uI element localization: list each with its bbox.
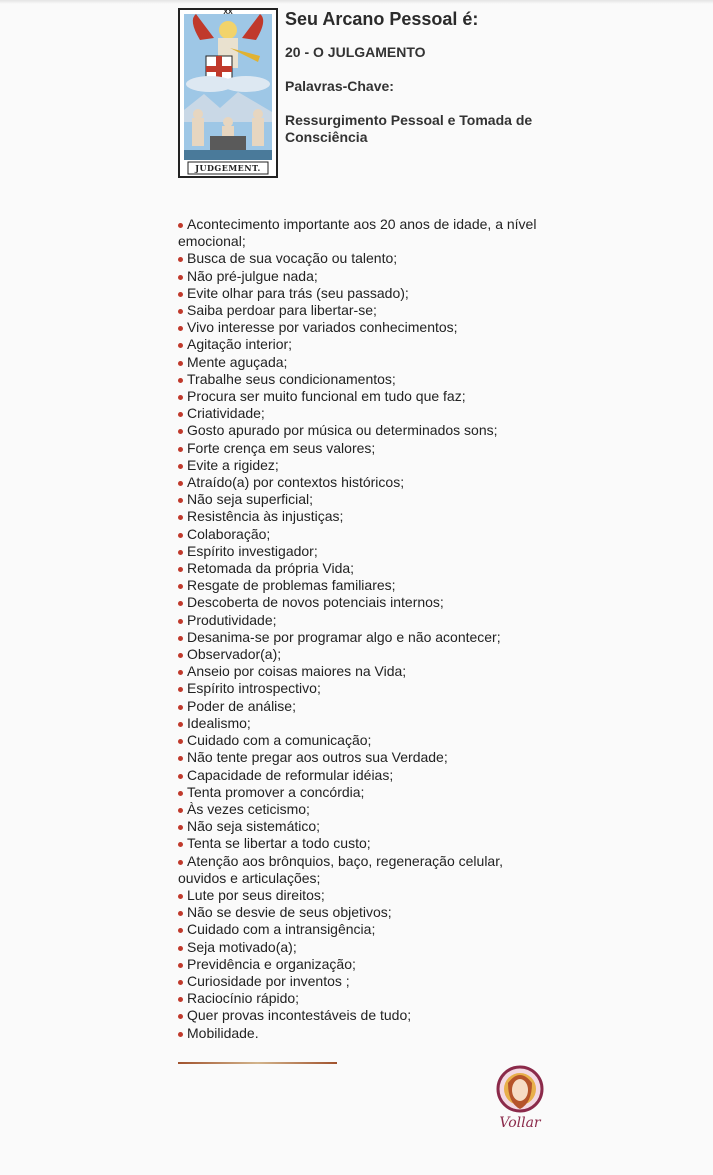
list-item-text: Previdência e organização; [187, 955, 356, 972]
list-item-text: Não pré-julgue nada; [187, 267, 318, 284]
list-item-text: Observador(a); [187, 646, 282, 663]
bullet-dot-icon [178, 963, 183, 968]
bullet-dot-icon [178, 275, 183, 280]
list-item [178, 990, 538, 1007]
list-item-text: Mente aguçada; [187, 353, 288, 370]
list-item-text: Resgate de problemas familiares; [187, 577, 396, 594]
list-item-text: Espírito investigador; [187, 542, 318, 559]
bullet-dot-icon [178, 808, 183, 813]
judgement-tarot-card [178, 8, 278, 178]
list-item [178, 474, 538, 491]
list-item [178, 818, 538, 835]
list-item [178, 715, 538, 732]
bullet-dot-icon [178, 533, 183, 538]
traits-list [178, 216, 538, 1042]
bullet-dot-icon [178, 636, 183, 641]
bullet-dot-icon [178, 601, 183, 606]
bullet-dot-icon [178, 481, 183, 486]
list-item-text: Busca de sua vocação ou talento; [187, 250, 398, 267]
list-item [178, 526, 538, 543]
list-item-text: Espírito introspectivo; [187, 680, 321, 697]
keywords-label: Palavras-Chave: [285, 78, 394, 94]
list-item-text: Desanima-se por programar algo e não acontecer; [187, 628, 501, 645]
angel-head-shape [219, 21, 237, 39]
list-item-text: Agitação interior; [187, 336, 293, 353]
list-item-text: Anseio por coisas maiores na Vida; [187, 663, 407, 680]
list-item-text: Idealismo; [187, 714, 251, 731]
list-item [178, 663, 538, 680]
list-item [178, 732, 538, 749]
list-item [178, 336, 538, 353]
bullet-dot-icon [178, 515, 183, 520]
list-item [178, 853, 538, 887]
tarot-card-art [180, 10, 276, 176]
list-item [178, 302, 538, 319]
list-item-text: Não se desvie de seus objetivos; [187, 904, 392, 921]
list-item [178, 835, 538, 852]
arcano-name: 20 - O JULGAMENTO [285, 44, 426, 60]
list-item [178, 749, 538, 766]
bullet-dot-icon [178, 361, 183, 366]
list-item [178, 904, 538, 921]
list-item [178, 646, 538, 663]
list-item-text: Cuidado com a intransigência; [187, 921, 376, 938]
list-item [178, 543, 538, 560]
list-item [178, 921, 538, 938]
bullet-dot-icon [178, 223, 183, 228]
list-item [178, 285, 538, 302]
list-item [178, 939, 538, 956]
bullet-dot-icon [178, 550, 183, 555]
list-item [178, 457, 538, 474]
list-item [178, 956, 538, 973]
list-item [178, 268, 538, 285]
list-item-text: Tenta promover a concórdia; [187, 783, 365, 800]
bullet-dot-icon [178, 946, 183, 951]
list-item [178, 698, 538, 715]
bullet-dot-icon [178, 860, 183, 865]
list-item [178, 887, 538, 904]
bullet-dot-icon [178, 464, 183, 469]
bullet-dot-icon [178, 791, 183, 796]
list-item [178, 440, 538, 457]
bullet-dot-icon [178, 567, 183, 572]
list-item-text: Forte crença em seus valores; [187, 439, 376, 456]
bullet-dot-icon [178, 498, 183, 503]
bullet-dot-icon [178, 619, 183, 624]
list-item [178, 784, 538, 801]
arcano-intro [285, 8, 535, 178]
bullet-dot-icon [178, 739, 183, 744]
logo-emblem-icon [492, 1063, 548, 1115]
list-item [178, 577, 538, 594]
list-item-text: Atenção aos brônquios, baço, regeneração celular, ouvidos e articulações; [178, 852, 503, 886]
list-item-text: Descoberta de novos potenciais internos; [187, 594, 444, 611]
list-item-text: Criatividade; [187, 405, 265, 422]
list-item-text: Evite olhar para trás (seu passado); [187, 284, 409, 301]
bullet-dot-icon [178, 980, 183, 985]
bullet-dot-icon [178, 825, 183, 830]
list-item [178, 629, 538, 646]
list-item-text: Retomada da própria Vida; [187, 560, 355, 577]
list-item-text: Atraído(a) por contextos históricos; [187, 474, 405, 491]
bullet-dot-icon [178, 705, 183, 710]
card-numeral: XX [223, 9, 233, 16]
list-item-text: Não seja superficial; [187, 491, 314, 508]
bullet-dot-icon [178, 653, 183, 658]
bullet-dot-icon [178, 997, 183, 1002]
list-item [178, 405, 538, 422]
list-item [178, 422, 538, 439]
list-item [178, 594, 538, 611]
list-item-text: Gosto apurado por música ou determinados sons; [187, 422, 498, 439]
list-item [178, 371, 538, 388]
bullet-dot-icon [178, 774, 183, 779]
bullet-dot-icon [178, 911, 183, 916]
list-item-text: Capacidade de reformular idéias; [187, 766, 394, 783]
bullet-dot-icon [178, 378, 183, 383]
list-item-text: Raciocínio rápido; [187, 990, 300, 1007]
bullet-dot-icon [178, 292, 183, 297]
list-item-text: Evite a rigidez; [187, 456, 279, 473]
list-item-text: Mobilidade. [187, 1024, 259, 1041]
list-item-text: Saiba perdoar para libertar-se; [187, 302, 377, 319]
list-item-text: Poder de análise; [187, 697, 296, 714]
list-item [178, 801, 538, 818]
vollar-logo [492, 1063, 548, 1135]
bullet-dot-icon [178, 584, 183, 589]
list-item [178, 1007, 538, 1024]
list-item-text: Cuidado com a comunicação; [187, 732, 372, 749]
list-item-text: Curiosidade por inventos ; [187, 972, 350, 989]
list-item-text: Resistência às injustiças; [187, 508, 344, 525]
bullet-dot-icon [178, 1032, 183, 1037]
bullet-dot-icon [178, 412, 183, 417]
bullet-dot-icon [178, 343, 183, 348]
list-item-text: Produtividade; [187, 611, 277, 628]
bullet-dot-icon [178, 429, 183, 434]
list-item-text: Não seja sistemático; [187, 818, 321, 835]
divider-line [178, 1062, 337, 1064]
bullet-dot-icon [178, 447, 183, 452]
list-item-text: Quer provas incontestáveis de tudo; [187, 1007, 412, 1024]
list-item-text: Tenta se libertar a todo custo; [187, 835, 371, 852]
bullet-dot-icon [178, 257, 183, 262]
list-item-text: Não tente pregar aos outros sua Verdade; [187, 749, 448, 766]
card-caption: JUDGEMENT. [195, 163, 261, 173]
bullet-dot-icon [178, 395, 183, 400]
top-shadow [0, 0, 713, 4]
list-item-text: Procura ser muito funcional em tudo que faz; [187, 388, 466, 405]
list-item [178, 973, 538, 990]
bullet-dot-icon [178, 756, 183, 761]
list-item-text: Trabalhe seus condicionamentos; [187, 370, 396, 387]
logo-text: Vollar [499, 1115, 541, 1131]
keywords-text: Ressurgimento Pessoal e Tomada de Consciência [285, 112, 533, 145]
arcano-header [178, 8, 538, 178]
list-item-text: Acontecimento importante aos 20 anos de idade, a nível emocional; [178, 216, 537, 250]
bullet-dot-icon [178, 309, 183, 314]
list-item [178, 612, 538, 629]
list-item [178, 680, 538, 697]
list-item [178, 508, 538, 525]
list-item [178, 491, 538, 508]
bullet-dot-icon [178, 687, 183, 692]
bullet-dot-icon [178, 722, 183, 727]
bullet-dot-icon [178, 326, 183, 331]
list-item-text: Seja motivado(a); [187, 938, 297, 955]
list-item [178, 250, 538, 267]
list-item [178, 319, 538, 336]
bullet-dot-icon [178, 670, 183, 675]
list-item [178, 1025, 538, 1042]
bullet-dot-icon [178, 1014, 183, 1019]
bullet-dot-icon [178, 894, 183, 899]
bullet-dot-icon [178, 842, 183, 847]
list-item-text: Vivo interesse por variados conhecimentos; [187, 319, 458, 336]
list-item [178, 388, 538, 405]
page-content [178, 8, 538, 1064]
list-item [178, 560, 538, 577]
list-item [178, 767, 538, 784]
list-item-text: Colaboração; [187, 525, 271, 542]
list-item-text: Às vezes ceticismo; [187, 800, 310, 817]
bullet-dot-icon [178, 928, 183, 933]
list-item [178, 216, 538, 250]
list-item-text: Lute por seus direitos; [187, 886, 325, 903]
list-item [178, 354, 538, 371]
page-title: Seu Arcano Pessoal é: [285, 9, 479, 29]
